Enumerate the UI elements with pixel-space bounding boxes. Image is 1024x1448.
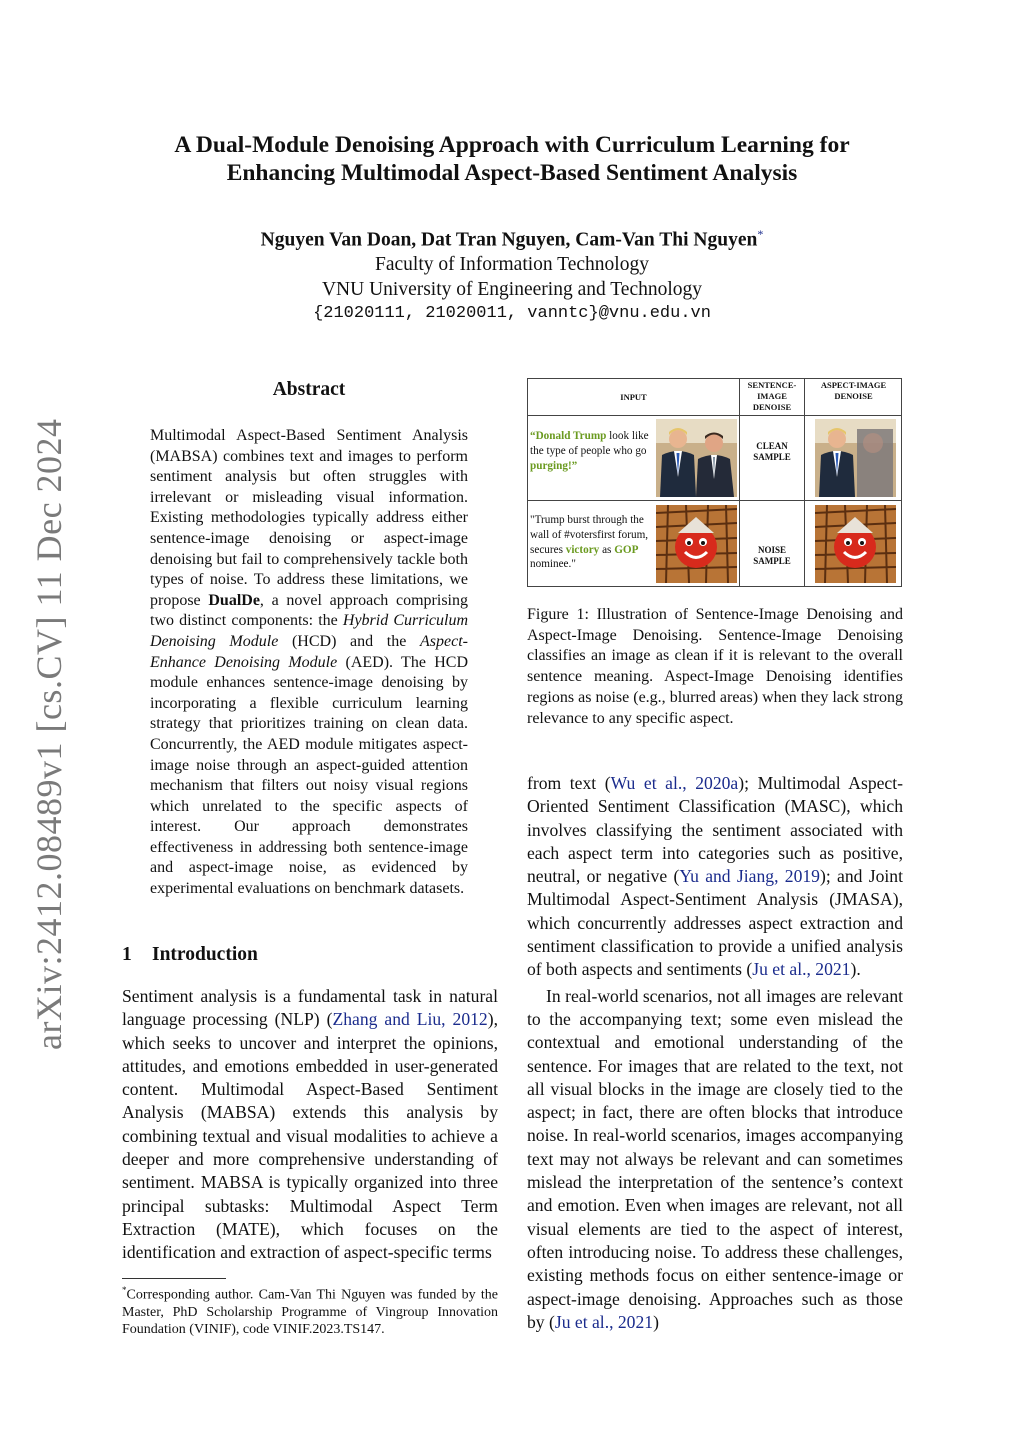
author-names: Nguyen Van Doan, Dat Tran Nguyen, Cam-Van Thi Nguyen (260, 229, 758, 251)
footnote-rule (122, 1278, 226, 1279)
hcd-name: Hybrid Curriculum Denoising Module (150, 612, 469, 650)
corresponding-mark: * (757, 227, 764, 241)
row1-input-photo (656, 419, 737, 497)
row1-sample-label: CLEAN SAMPLE (753, 441, 791, 462)
row2-sample-label: NOISE SAMPLE (753, 545, 791, 566)
author-block (150, 222, 874, 327)
author-emails: {21020111, 21020011, vanntc}@vnu.edu.vn (313, 304, 711, 323)
intro-paragraph: Sentiment analysis is a fundamental task in natural language processing (NLP) (Zhang and Liu, 2012), which seeks to uncover and interpret the opinions, attitudes, and emotions embedded in user-generated content. Multimodal Aspect-Based Sentiment Analysis (MABSA) extends this analysis by combining textual and visual modalities to achieve a deeper and more comprehensive understanding of sentiment. MABSA is typically organized into three principal subtasks: Multimodal Aspect Term Extraction (MATE), which focuses on the identification and extraction of aspect-specific terms (122, 986, 498, 1263)
figure-1-caption: Figure 1: Illustration of Sentence-Image Denoising and Aspect-Image Denoising. Sentence-Image Denoising classifies an image as clean if it is relevant to the overall sentence meaning. Aspect-Image Denoising identifies regions as noise (e.g., blurred areas) when they lack strong relevance to any specific aspect. (527, 606, 903, 727)
citation-link[interactable]: Wu et al., 2020a (610, 773, 739, 793)
dualde-name: DualDe (208, 591, 260, 609)
header-sentence-image-denoise: SENTENCE-IMAGE DENOISE (747, 380, 797, 412)
header-input: INPUT (620, 392, 647, 402)
section-heading-introduction: 1 Introduction (122, 944, 258, 965)
row1-input-text: “Donald Trump look like the type of people who go purging!” (530, 430, 649, 472)
row1-aspect-photo-blurred (815, 419, 896, 497)
row2-input-text: "Trump burst through the wall of #votersfirst forum, secures victory as GOP nominee." (530, 514, 649, 571)
header-aspect-image-denoise: ASPECT-IMAGE DENOISE (820, 380, 887, 401)
row2-input-image (656, 505, 737, 583)
citation-link[interactable]: Zhang and Liu, 2012 (332, 1009, 488, 1030)
citation-link[interactable]: Ju et al., 2021 (554, 1311, 654, 1332)
paragraph-subtasks: from text (Wu et al., 2020a); Multimodal Aspect-Oriented Sentiment Classification (MASC), which involves classifying the sentiment associated with each aspect term into categories such as positive, neutral, or negative (Yu and Jiang, 2019); and Joint Multimodal Aspect-Sentiment Analysis (JMASA), which concurrently addresses aspect extraction and sentiment classification to provide a unified analysis of both aspects and sentiments (Ju et al., 2021). (527, 773, 903, 980)
figure-1-table (527, 378, 902, 587)
paragraph-real-world: In real-world scenarios, not all images are relevant to the accompanying text; some even mislead the contextual and emotional understanding of the sentence. For images that are related to the text, not all visual blocks in the image are closely tied to the aspect; in fact, there are often blocks that introduce noise. In real-world scenarios, images accompanying text may not always be relevant and can sometimes mislead the interpretation of the sentence’s context and emotion. Even when images are relevant, not all visual elements are tied to the aspect of interest, often introducing noise. To address these challenges, existing methods focus on either sentence-image or aspect-image denoising. Approaches such as those by (Ju et al., 2021) (527, 985, 903, 1332)
abstract-body: Multimodal Aspect-Based Sentiment Analysis (MABSA) combines text and images to perform sentiment analysis but often struggles with irrelevant or misleading visual information. Existing methodologies typically address either sentence-image denoising or aspect-image denoising but fail to comprehensively tackle both types of noise. To address these limitations, we propose DualDe, a novel approach comprising two distinct components: the Hybrid Curriculum Denoising Module (HCD) and the Aspect-Enhance Denoising Module (AED). The HCD module enhances sentence-image denoising by incorporating a flexible curriculum learning strategy that prioritizes training on clean data. Concurrently, the AED module mitigates aspect-image noise through an aspect-guided attention mechanism that filters out noisy visual regions which unrelated to the specific aspects of interest. Our approach demonstrates effectiveness in addressing both sentence-image and aspect-image noise, as evidenced by experimental evaluations on benchmark datasets. (150, 427, 469, 898)
affiliation-university: VNU University of Engineering and Technology (321, 278, 703, 300)
title-line-2: Enhancing Multimodal Aspect-Based Sentiment Analysis (226, 160, 798, 186)
arxiv-identifier: arXiv:2412.08489v1 [cs.CV] 11 Dec 2024 (29, 418, 69, 1050)
footnote: *Corresponding author. Cam-Van Thi Nguyen was funded by the Master, PhD Scholarship Programme of Vingroup Innovation Foundation (VINIF), code VINIF.2023.TS147. (122, 1285, 498, 1337)
citation-link[interactable]: Yu and Jiang, 2019 (679, 866, 820, 887)
title-line-1: A Dual-Module Denoising Approach with Curriculum Learning for (174, 132, 850, 158)
abstract-heading: Abstract (272, 379, 346, 400)
paper-title (100, 131, 924, 187)
right-column-text (527, 772, 903, 1334)
citation-link[interactable]: Ju et al., 2021 (752, 959, 851, 980)
row2-aspect-image (815, 505, 896, 583)
aed-name: Aspect-Enhance Denoising Module (150, 632, 468, 671)
affiliation-faculty: Faculty of Information Technology (375, 254, 649, 275)
